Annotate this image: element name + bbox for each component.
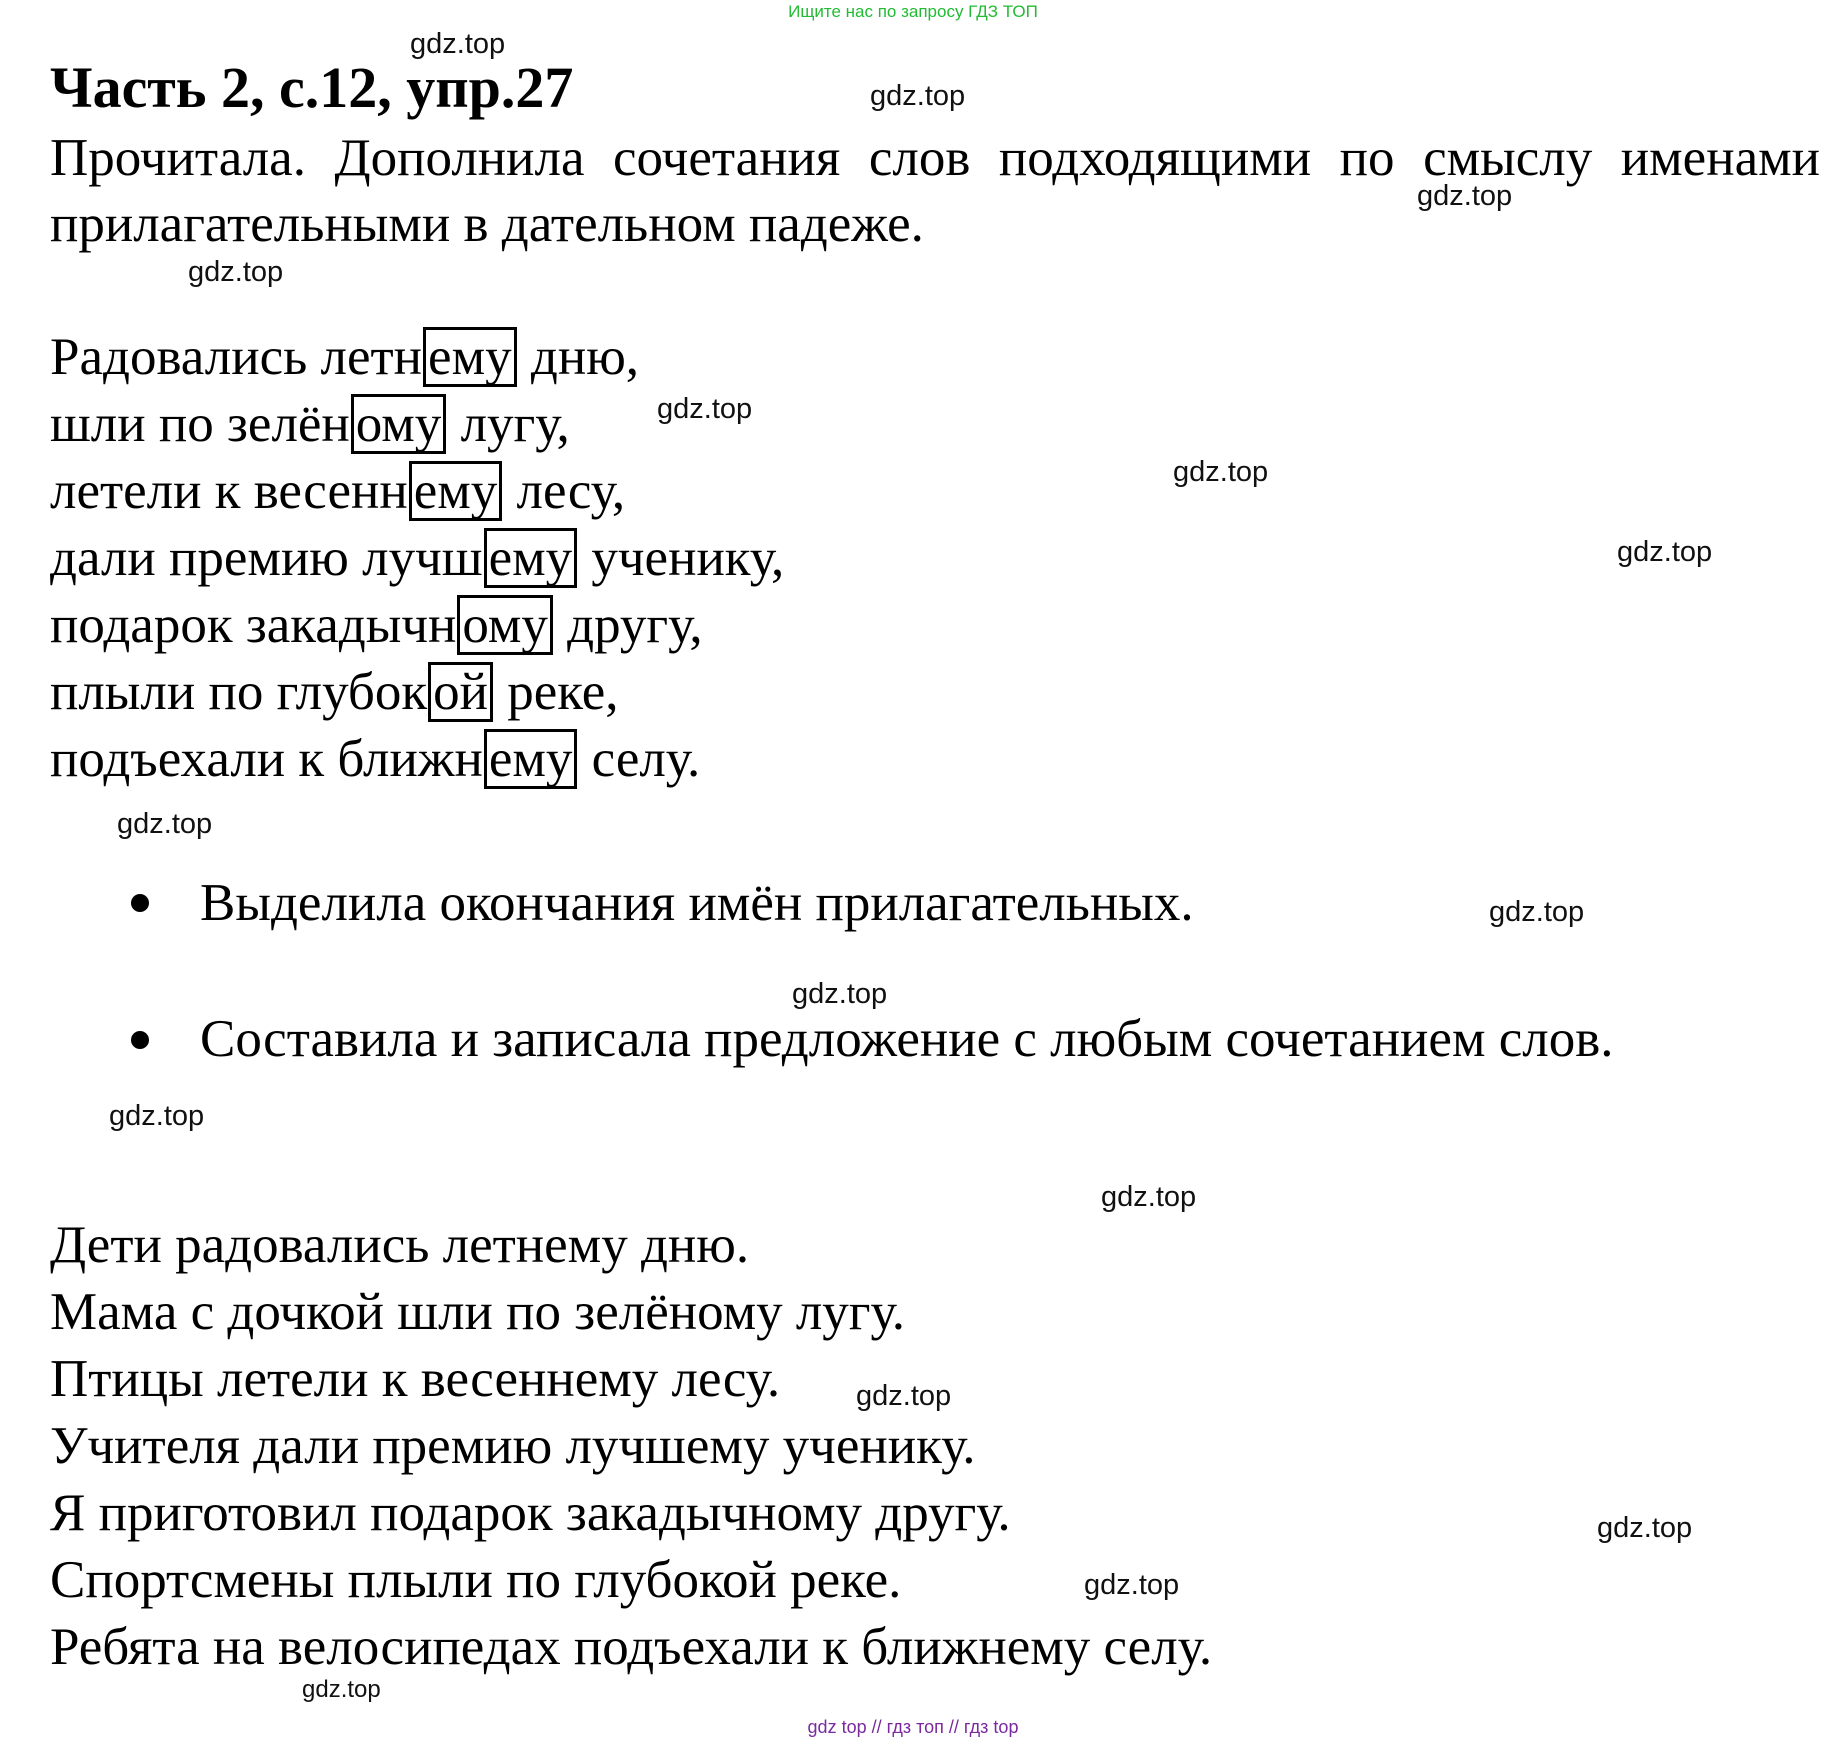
watermark: gdz.top bbox=[1417, 180, 1513, 212]
ending-box: ому bbox=[457, 595, 553, 655]
sentence-item: Ребята на велосипедах подъехали к ближнему селу. bbox=[50, 1618, 1213, 1676]
bullet-icon bbox=[131, 1031, 149, 1049]
phrase-item bbox=[50, 324, 784, 391]
phrase-rest: дню, bbox=[517, 328, 640, 386]
watermark: gdz.top bbox=[1617, 536, 1713, 568]
phrase-stem: шли по зелён bbox=[50, 395, 350, 453]
phrase-stem: подъехали к ближн bbox=[50, 730, 483, 788]
watermark: gdz.top bbox=[870, 80, 966, 112]
top-banner: Ищите нас по запросу ГДЗ ТОП bbox=[788, 2, 1038, 21]
ending-box: ой bbox=[428, 662, 493, 722]
ending-box: ему bbox=[409, 461, 503, 521]
phrase-rest: лесу, bbox=[503, 462, 626, 520]
watermark: gdz.top bbox=[792, 978, 888, 1010]
sentence-item: Спортсмены плыли по глубокой реке. bbox=[50, 1551, 902, 1609]
phrase-rest: другу, bbox=[553, 596, 703, 654]
watermark: gdz.top bbox=[188, 256, 284, 288]
phrase-stem: летели к весенн bbox=[50, 462, 408, 520]
phrase-rest: селу. bbox=[578, 730, 701, 788]
phrase-item bbox=[50, 659, 784, 726]
ending-box: ему bbox=[423, 327, 517, 387]
task-item: Составила и записала предложение с любым сочетанием слов. bbox=[200, 1010, 1614, 1068]
phrase-rest: ученику, bbox=[578, 529, 785, 587]
watermark: gdz.top bbox=[1597, 1512, 1693, 1544]
phrase-item bbox=[50, 525, 784, 592]
phrase-stem: плыли по глубок bbox=[50, 663, 428, 721]
watermark: gdz.top bbox=[1084, 1569, 1180, 1601]
page-title: Часть 2, с.12, упр.27 bbox=[50, 55, 574, 120]
sentence-list bbox=[50, 1212, 1212, 1681]
watermark: gdz.top bbox=[856, 1380, 952, 1412]
task-item: Выделила окончания имён прилагательных. bbox=[200, 874, 1194, 932]
footer-links: gdz top // гдз топ // гдз top bbox=[807, 1717, 1019, 1737]
watermark: gdz.top bbox=[302, 1676, 381, 1703]
sentence-item: Дети радовались летнему дню. bbox=[50, 1216, 750, 1274]
sentence-item: Я приготовил подарок закадычному другу. bbox=[50, 1484, 1011, 1542]
phrase-item bbox=[50, 458, 784, 525]
ending-box: ему bbox=[484, 528, 578, 588]
watermark: gdz.top bbox=[109, 1100, 205, 1132]
phrase-item bbox=[50, 592, 784, 659]
sentence-item: Мама с дочкой шли по зелёному лугу. bbox=[50, 1283, 905, 1341]
intro-text: Прочитала. Дополнила сочетания слов подходящими по смыслу именами прилагательными в дательном падеже. bbox=[50, 129, 1820, 253]
phrase-stem: подарок закадычн bbox=[50, 596, 457, 654]
watermark: gdz.top bbox=[410, 28, 506, 60]
ending-box: ему bbox=[484, 729, 578, 789]
watermark: gdz.top bbox=[1489, 896, 1585, 928]
phrase-stem: дали премию лучш bbox=[50, 529, 483, 587]
watermark: gdz.top bbox=[1101, 1181, 1197, 1213]
sentence-item: Птицы летели к весеннему лесу. bbox=[50, 1350, 781, 1408]
phrase-rest: лугу, bbox=[447, 395, 570, 453]
watermark: gdz.top bbox=[117, 808, 213, 840]
phrase-item bbox=[50, 726, 784, 793]
watermark: gdz.top bbox=[1173, 456, 1269, 488]
sentence-item: Учителя дали премию лучшему ученику. bbox=[50, 1417, 976, 1475]
ending-box: ому bbox=[351, 394, 447, 454]
bullet-icon bbox=[131, 894, 149, 912]
phrase-stem: Радовались летн bbox=[50, 328, 423, 386]
phrase-rest: реке, bbox=[493, 663, 619, 721]
watermark: gdz.top bbox=[657, 393, 753, 425]
